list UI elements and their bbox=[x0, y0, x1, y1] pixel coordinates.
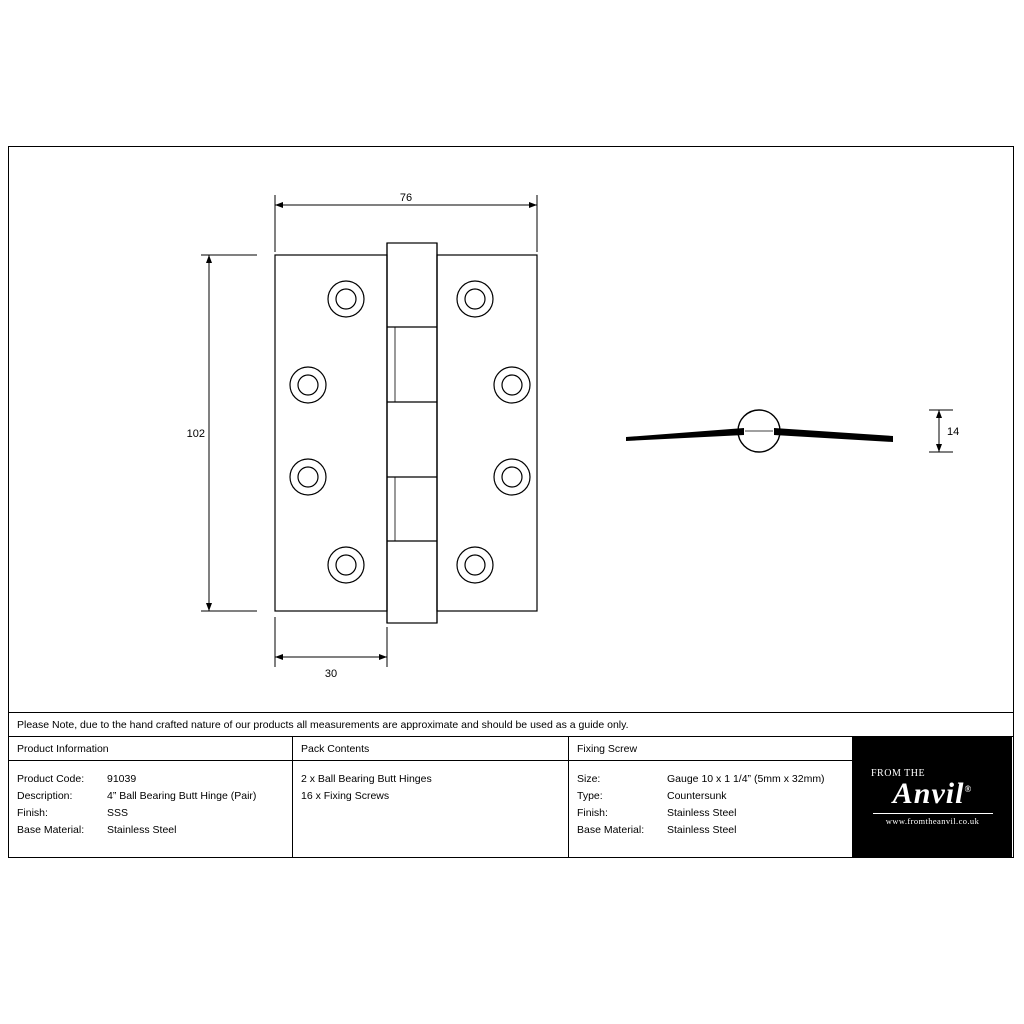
table-row bbox=[577, 788, 852, 805]
product-information-heading: Product Information bbox=[9, 737, 292, 761]
description-value: 4” Ball Bearing Butt Hinge (Pair) bbox=[107, 790, 257, 802]
finish-label: Finish: bbox=[17, 807, 48, 819]
pack-contents-column bbox=[293, 737, 569, 857]
height-dimension bbox=[187, 255, 257, 611]
screw-holes-right bbox=[457, 281, 530, 583]
list-item: 2 x Ball Bearing Butt Hinges bbox=[301, 773, 432, 785]
logo-website-text: www.fromtheanvil.co.uk bbox=[885, 816, 980, 826]
hinge-front-view bbox=[275, 243, 537, 623]
product-code-value: 91039 bbox=[107, 773, 137, 785]
product-information-body bbox=[9, 761, 292, 839]
product-information-column bbox=[9, 737, 293, 857]
brand-column bbox=[853, 737, 1013, 857]
screw-type-label: Type: bbox=[577, 790, 603, 802]
table-row bbox=[577, 805, 852, 822]
description-label: Description: bbox=[17, 790, 73, 802]
screw-base-material-label: Base Material: bbox=[577, 824, 645, 836]
list-item: 16 x Fixing Screws bbox=[301, 790, 390, 802]
info-table bbox=[9, 737, 1013, 857]
screw-finish-label: Finish: bbox=[577, 807, 608, 819]
logo-wordmark bbox=[893, 777, 972, 811]
knuckle-offset-dimension bbox=[275, 617, 387, 680]
finish-value: SSS bbox=[107, 807, 129, 819]
table-row bbox=[17, 822, 292, 839]
hinge-side-view bbox=[626, 410, 893, 452]
table-row bbox=[577, 822, 852, 839]
table-row bbox=[17, 771, 292, 788]
hinge-drawing-svg bbox=[9, 147, 1013, 712]
knuckle-offset-value: 30 bbox=[324, 668, 338, 680]
logo-divider bbox=[873, 813, 993, 814]
fixing-screw-heading: Fixing Screw bbox=[569, 737, 852, 761]
technical-drawing bbox=[9, 147, 1013, 712]
table-row bbox=[17, 788, 292, 805]
logo-main-text: Anvil bbox=[892, 777, 965, 810]
logo-registered-mark: ® bbox=[964, 784, 973, 794]
base-material-label: Base Material: bbox=[17, 824, 85, 836]
screw-type-value: Countersunk bbox=[667, 790, 727, 802]
height-value: 102 bbox=[186, 428, 205, 440]
thickness-value: 14 bbox=[947, 426, 960, 438]
from-the-anvil-logo bbox=[853, 737, 1012, 857]
measurement-note: Please Note, due to the hand crafted nature of our products all measurements are approximate and should be used as a guide only. bbox=[9, 712, 1013, 737]
pack-contents-heading: Pack Contents bbox=[293, 737, 568, 761]
fixing-screw-body bbox=[569, 761, 852, 839]
fixing-screw-column bbox=[569, 737, 853, 857]
base-material-value: Stainless Steel bbox=[107, 824, 177, 836]
logo-top-text: FROM THE bbox=[871, 768, 926, 779]
table-row bbox=[577, 771, 852, 788]
screw-base-material-value: Stainless Steel bbox=[667, 824, 737, 836]
screw-holes-left bbox=[290, 281, 364, 583]
pack-contents-body bbox=[293, 761, 568, 805]
product-code-label: Product Code: bbox=[17, 773, 85, 785]
drawing-sheet bbox=[8, 146, 1014, 858]
screw-finish-value: Stainless Steel bbox=[667, 807, 737, 819]
width-value: 76 bbox=[399, 192, 413, 204]
screw-size-label: Size: bbox=[577, 773, 601, 785]
table-row bbox=[17, 805, 292, 822]
thickness-dimension bbox=[929, 410, 959, 452]
screw-size-value: Gauge 10 x 1 1/4” (5mm x 32mm) bbox=[667, 773, 825, 785]
